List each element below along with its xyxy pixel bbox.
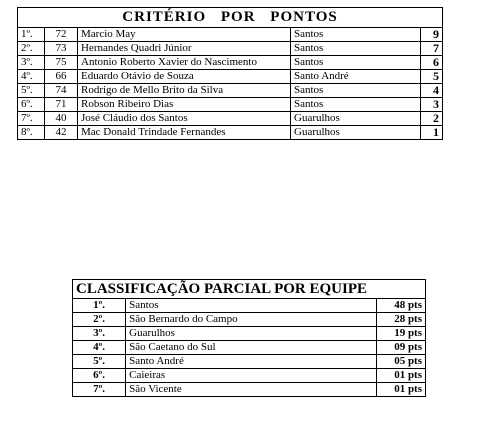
points-cell: 19 pts — [376, 327, 425, 341]
athlete-number-cell: 74 — [45, 84, 78, 98]
classificacao-equipe-table — [72, 279, 426, 397]
team-cell: Guarulhos — [126, 327, 377, 341]
athlete-name-cell: Eduardo Otávio de Souza — [78, 70, 291, 84]
criterio-table-title: CRITÉRIO POR PONTOS — [18, 8, 443, 28]
points-cell: 6 — [421, 56, 443, 70]
table-row — [73, 299, 426, 313]
position-cell: 6º. — [73, 369, 126, 383]
position-cell: 7º. — [73, 383, 126, 397]
table-row — [73, 313, 426, 327]
table-row — [73, 341, 426, 355]
points-cell: 3 — [421, 98, 443, 112]
points-cell: 4 — [421, 84, 443, 98]
criterio-por-pontos-table — [17, 7, 443, 140]
athlete-name-cell: Antonio Roberto Xavier do Nascimento — [78, 56, 291, 70]
athlete-number-cell: 72 — [45, 28, 78, 42]
table-row — [18, 70, 443, 84]
city-cell: Santos — [291, 56, 421, 70]
table-row — [73, 327, 426, 341]
position-cell: 4º. — [18, 70, 45, 84]
points-cell: 05 pts — [376, 355, 425, 369]
city-cell: Santos — [291, 28, 421, 42]
table-row — [18, 98, 443, 112]
points-cell: 28 pts — [376, 313, 425, 327]
points-cell: 09 pts — [376, 341, 425, 355]
table-row — [18, 84, 443, 98]
city-cell: Guarulhos — [291, 126, 421, 140]
position-cell: 8º. — [18, 126, 45, 140]
athlete-name-cell: Mac Donald Trindade Fernandes — [78, 126, 291, 140]
points-cell: 48 pts — [376, 299, 425, 313]
position-cell: 5º. — [73, 355, 126, 369]
position-cell: 1º. — [73, 299, 126, 313]
points-cell: 01 pts — [376, 369, 425, 383]
city-cell: Santo André — [291, 70, 421, 84]
athlete-name-cell: Hernandes Quadri Júnior — [78, 42, 291, 56]
position-cell: 3º. — [18, 56, 45, 70]
athlete-number-cell: 73 — [45, 42, 78, 56]
points-cell: 7 — [421, 42, 443, 56]
athlete-number-cell: 42 — [45, 126, 78, 140]
table-row — [73, 369, 426, 383]
position-cell: 5º. — [18, 84, 45, 98]
athlete-name-cell: Marcio May — [78, 28, 291, 42]
city-cell: Santos — [291, 42, 421, 56]
points-cell: 9 — [421, 28, 443, 42]
athlete-number-cell: 66 — [45, 70, 78, 84]
table-row — [73, 355, 426, 369]
team-cell: Santo André — [126, 355, 377, 369]
athlete-name-cell: Rodrigo de Mello Brito da Silva — [78, 84, 291, 98]
position-cell: 2º. — [18, 42, 45, 56]
position-cell: 3º. — [73, 327, 126, 341]
points-cell: 1 — [421, 126, 443, 140]
table-row — [73, 383, 426, 397]
athlete-number-cell: 75 — [45, 56, 78, 70]
position-cell: 4º. — [73, 341, 126, 355]
athlete-name-cell: José Cláudio dos Santos — [78, 112, 291, 126]
team-cell: São Caetano do Sul — [126, 341, 377, 355]
city-cell: Santos — [291, 84, 421, 98]
position-cell: 6º. — [18, 98, 45, 112]
table-row — [18, 42, 443, 56]
points-cell: 2 — [421, 112, 443, 126]
equipe-table-title: CLASSIFICAÇÃO PARCIAL POR EQUIPE — [73, 280, 426, 299]
athlete-name-cell: Robson Ribeiro Dias — [78, 98, 291, 112]
team-cell: Caieiras — [126, 369, 377, 383]
city-cell: Guarulhos — [291, 112, 421, 126]
table-row — [18, 126, 443, 140]
athlete-number-cell: 71 — [45, 98, 78, 112]
city-cell: Santos — [291, 98, 421, 112]
points-cell: 5 — [421, 70, 443, 84]
table-row — [18, 28, 443, 42]
team-cell: São Bernardo do Campo — [126, 313, 377, 327]
team-cell: Santos — [126, 299, 377, 313]
table-row — [18, 56, 443, 70]
position-cell: 1º. — [18, 28, 45, 42]
position-cell: 2º. — [73, 313, 126, 327]
team-cell: São Vicente — [126, 383, 377, 397]
athlete-number-cell: 40 — [45, 112, 78, 126]
table-row — [18, 112, 443, 126]
points-cell: 01 pts — [376, 383, 425, 397]
position-cell: 7º. — [18, 112, 45, 126]
